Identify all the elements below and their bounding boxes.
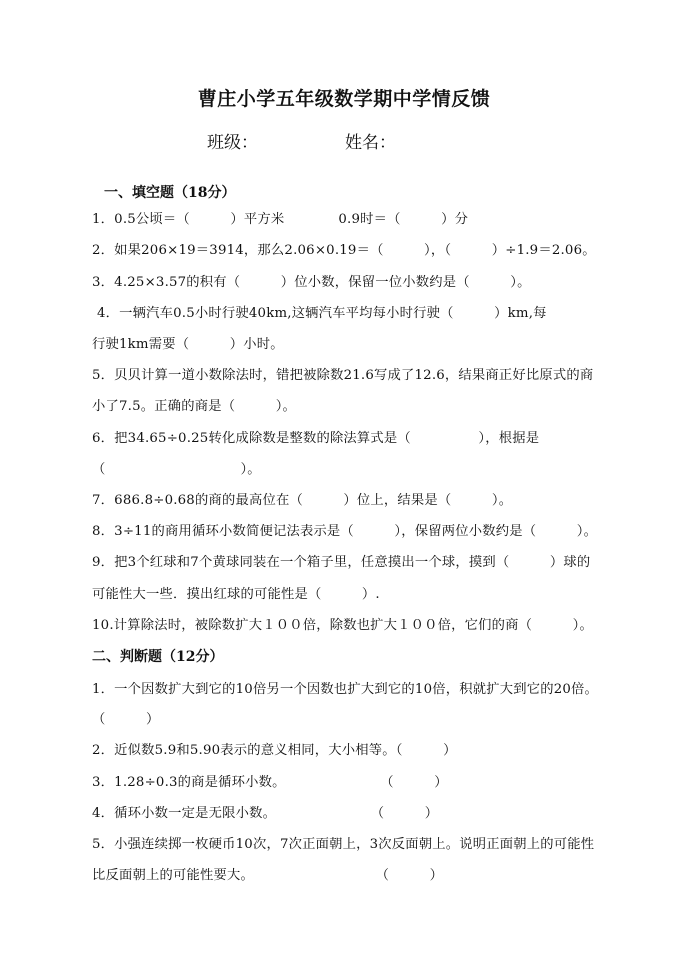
page-title: 曹庄小学五年级数学期中学情反馈 [197,88,491,110]
question-line: 小了7.5。正确的商是（ ）。 [92,399,297,414]
question-line: 6．把34.65÷0.25转化成除数是整数的除法算式是（ ），根据是 [92,431,540,446]
question-line: 比反面朝上的可能性要大。 （ ） [92,868,444,883]
section-fill-blank-heading: 一、填空题（18分） [104,185,236,201]
question-line: 可能性大一些．摸出红球的可能性是（ ）. [92,587,380,602]
question-line: 行驶1km需要（ ）小时。 [92,337,284,352]
question-line: 3．4.25×3.57的积有（ ）位小数，保留一位小数约是（ ）。 [92,275,531,290]
question-line: 7．686.8÷0.68的商的最高位在（ ）位上，结果是（ ）。 [92,493,513,508]
question-line: 2．如果206×19＝3914，那么2.06×0.19＝（ ），（ ）÷1.9＝2.06。 [92,243,596,258]
question-line: 5．小强连续掷一枚硬币10次，7次正面朝上，3次反面朝上。说明正面朝上的可能性 [92,837,595,852]
question-line: 8．3÷11的商用循环小数简便记法表示是（ ），保留两位小数约是（ ）。 [92,524,598,539]
question-line: 5．贝贝计算一道小数除法时，错把被除数21.6写成了12.6，结果商正好比原式的商 [92,368,594,383]
question-line: 9．把3个红球和7个黄球同装在一个箱子里，任意摸出一个球，摸到（ ）球的 [92,555,591,570]
question-line: 4．循环小数一定是无限小数。 （ ） [92,806,439,821]
question-line: （ ）。 [92,462,261,477]
question-line: （ ） [92,712,160,727]
question-line: 1．一个因数扩大到它的10倍另一个因数也扩大到它的10倍，积就扩大到它的20倍。 [92,682,599,697]
question-line: 2．近似数5.9和5.90表示的意义相同，大小相等。（ ） [92,743,457,758]
question-line: 3．1.28÷0.3的商是循环小数。 （ ） [92,775,448,790]
name-label: 姓名： [345,133,396,153]
question-line: 1．0.5公顷＝（ ）平方米 0.9时＝（ ）分 [92,212,469,227]
section-judgment-heading: 二、判断题（12分） [92,649,224,665]
question-line: 4．一辆汽车0.5小时行驶40km,这辆汽车平均每小时行驶（ ）km,每 [97,306,547,321]
question-line: 10.计算除法时，被除数扩大１００倍，除数也扩大１００倍，它们的商（ ）。 [92,618,593,633]
class-label: 班级： [207,133,258,153]
